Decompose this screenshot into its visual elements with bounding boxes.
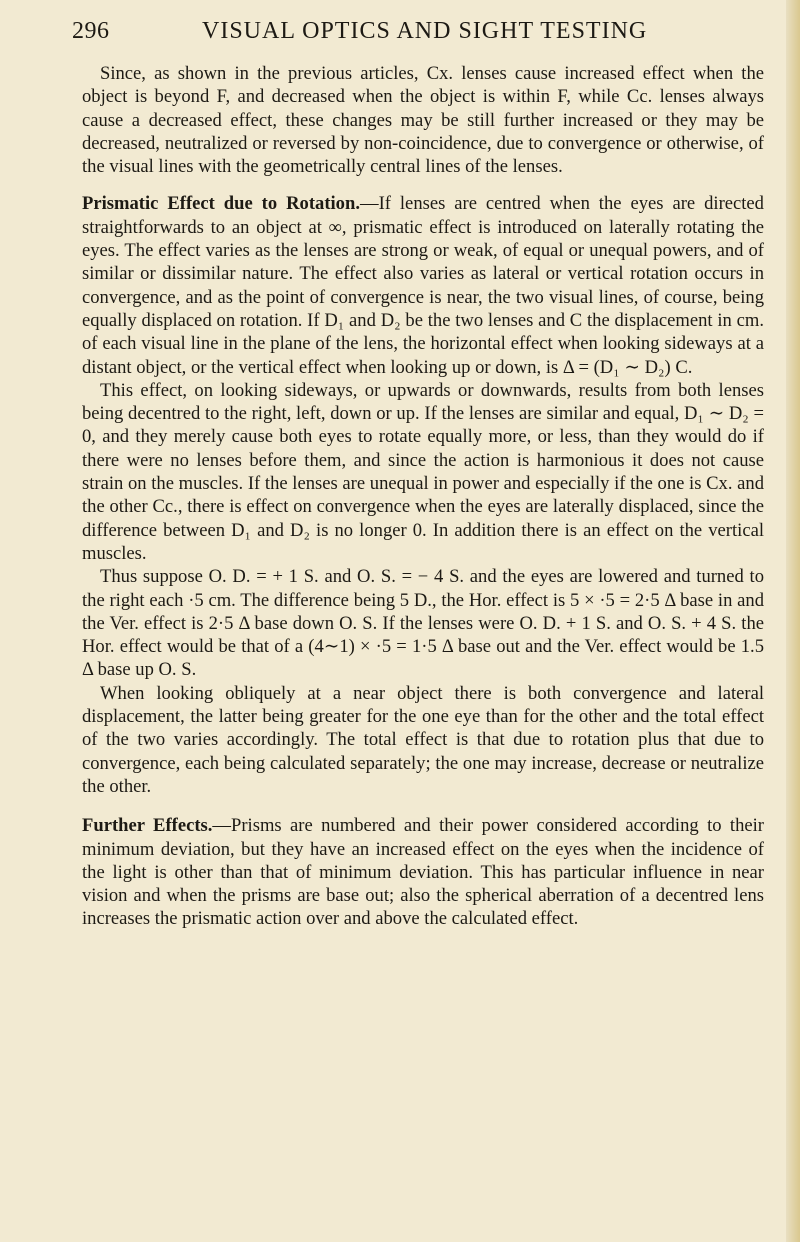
running-title: VISUAL OPTICS AND SIGHT TESTING (202, 18, 648, 44)
paragraph-5 (82, 682, 764, 798)
page-body (82, 62, 764, 931)
paragraph-3 (82, 379, 764, 565)
paragraph-text: Since, as shown in the previous articles, Cx. lenses cause increased effect when the object is beyond F, and decreased when the object is within F, while Cc. lenses always cause a decreased effect, these changes may be still further increased or they may be decreased, neutralized or reversed by non-coincidence, due to convergence or otherwise, of the visual lines with the geometrically central lines of the lenses. (82, 63, 764, 178)
page-header (72, 14, 772, 54)
paragraph-6 (82, 814, 764, 930)
paragraph-1 (82, 62, 764, 178)
paragraph-text: Thus suppose O. D. = + 1 S. and O. S. = − 4 S. and the eyes are lowered and turned to the right each ·5 cm. The difference being 5 D., the Hor. effect is 5 × ·5 = 2·5 Δ base in and the Ver. effect is 2·5 Δ base down O. S. If the lenses were O. D. + 1 S. and O. S. + 4 S. the Hor. effect would be that of a (4∼1) × ·5 = 1·5 Δ base out and the Ver. effect would be 1.5 Δ base up O. S. (82, 566, 764, 681)
paragraph-2 (82, 192, 764, 378)
paragraph-4 (82, 565, 764, 681)
page-edge (786, 0, 800, 1242)
paragraph-text: This effect, on looking sideways, or upwards or downwards, results from both lenses being decentred to the right, left, down or up. If the lenses are similar and equal, D₁ ∼ D₂ = 0, and they merely cause both eyes to rotate equally more, or less, than they would do if there were no lenses before them, and since the action is harmonious it does not cause strain on the muscles. If the lenses are unequal in power and especially if the one is Cx. and the other Cc., there is effect on convergence when the eyes are laterally displaced, since the difference between D₁ and D₂ is no longer 0. In addition there is an effect on the vertical muscles. (82, 379, 764, 564)
page-number: 296 (72, 18, 110, 44)
paragraph-text: When looking obliquely at a near object there is both convergence and lateral displacement, the latter being greater for the one eye than for the other and the total effect of the two varies accordingly. The total effect is that due to rotation plus that due to convergence, each being calculated separately; the one may increase, decrease or neutralize the other. (82, 682, 764, 797)
section-heading-further-effects: Further Effects. (82, 815, 213, 837)
paragraph-text: —If lenses are centred when the eyes are directed straightforwards to an object at ∞, prismatic effect is introduced on laterally rotating the eyes. The effect varies as the lenses are strong or weak, of equal or unequal powers, and of similar or dissimilar nature. The effect also varies as lateral or vertical rotation occurs in convergence, and as the point of convergence is near, the two visual lines, of course, being equally displaced on rotation. If D₁ and D₂ be the two lenses and C the displacement in cm. of each visual line in the plane of the lens, the horizontal effect when looking sideways at a distant object, or the vertical effect when looking up or down, is Δ = (D₁ ∼ D₂) C. (82, 193, 764, 378)
section-heading-prismatic-effect: Prismatic Effect due to Rotation. (82, 193, 360, 215)
paragraph-text: —Prisms are numbered and their power considered according to their minimum deviation, but they have an increased effect on the eyes when the incidence of the light is other than that of minimum deviation. This has particular influence in near vision and when the prisms are base out; also the spherical aberration of a decentred lens increases the prismatic action over and above the calculated effect. (82, 815, 765, 930)
